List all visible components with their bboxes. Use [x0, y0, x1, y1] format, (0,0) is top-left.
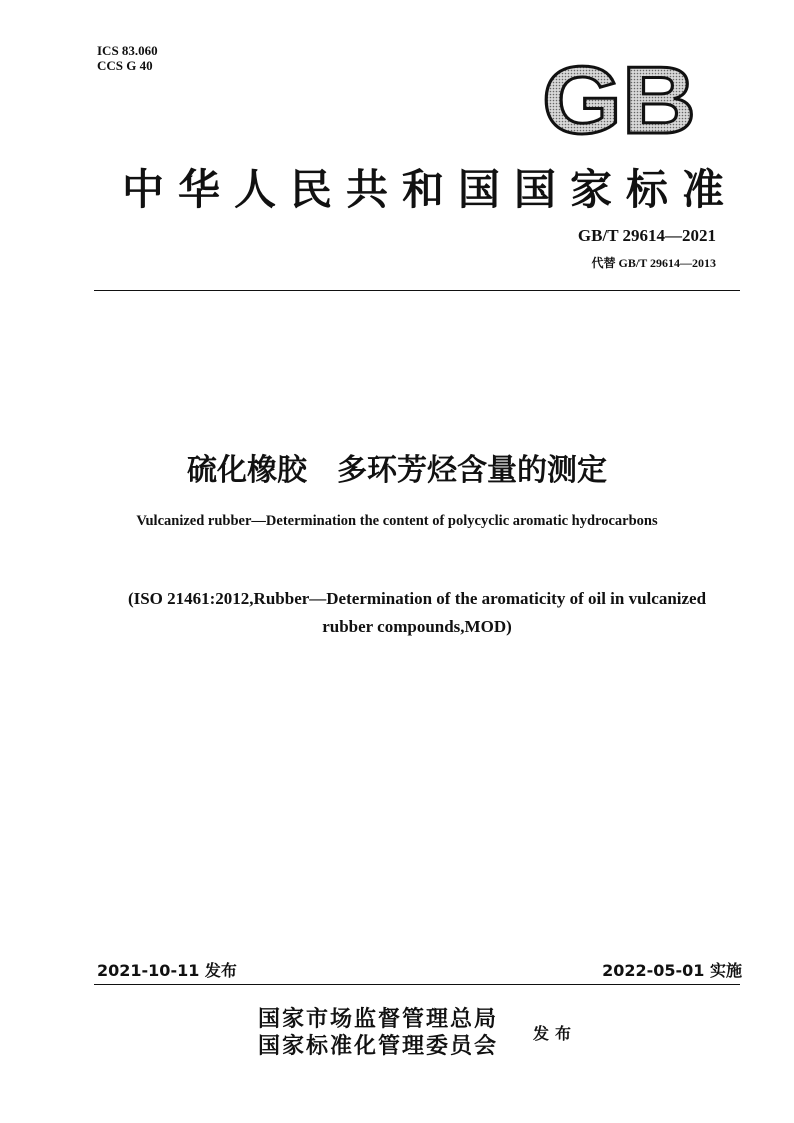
- gb-logo: [540, 57, 698, 139]
- implementation-date: 2022-05-01 实施: [602, 961, 742, 980]
- standard-number: GB/T 29614—2021: [577, 226, 716, 245]
- top-divider: [94, 290, 740, 291]
- english-title: Vulcanized rubber—Determination the content of polycyclic aromatic hydrocarbons: [136, 513, 658, 529]
- issue-date: 2021-10-11 发布: [97, 961, 237, 980]
- svg-text:GB: GB: [542, 57, 696, 139]
- issue-label: 发布: [533, 1024, 578, 1043]
- iso-reference-line-1: (ISO 21461:2012,Rubber—Determination of the aromaticity of oil in vulcanized: [127, 589, 707, 608]
- replaces-standard: 代替 GB/T 29614—2013: [591, 256, 716, 270]
- iso-reference: [70, 585, 764, 641]
- issuer-samr: 国家市场监督管理总局: [258, 1006, 499, 1032]
- ics-code: ICS 83.060: [97, 43, 158, 58]
- issuer-sac: 国家标准化管理委员会: [258, 1033, 499, 1059]
- national-standard-title: 中华人民共和国国家标准: [121, 165, 738, 214]
- issuing-authorities: [258, 1006, 498, 1060]
- bottom-divider: [94, 984, 740, 985]
- ccs-code: CCS G 40: [97, 58, 153, 73]
- chinese-title: 硫化橡胶 多环芳烃含量的测定: [187, 453, 607, 488]
- iso-reference-line-2: rubber compounds,MOD): [322, 617, 512, 636]
